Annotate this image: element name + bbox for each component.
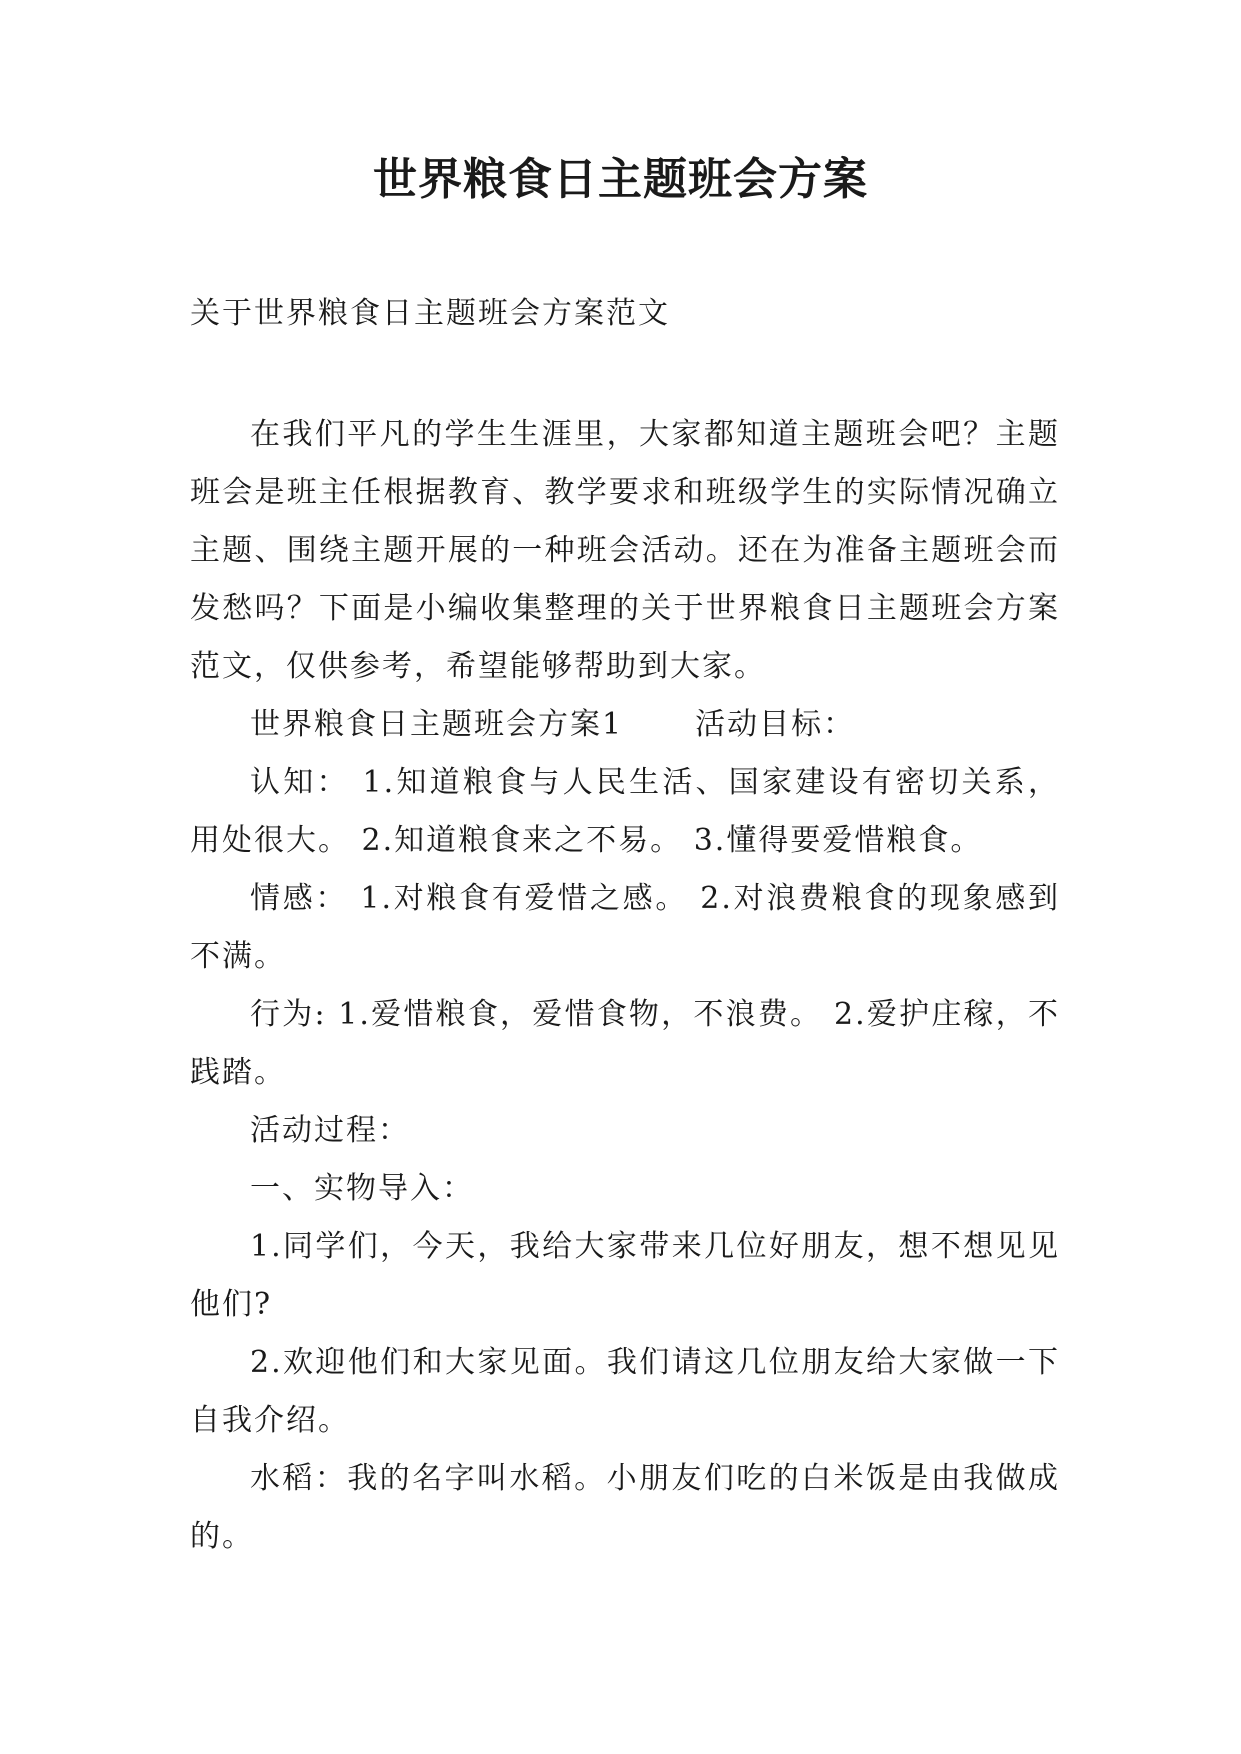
paragraph-behavior: 行为: 1.爱惜粮食，爱惜食物，不浪费。 2.爱护庄稼，不践踏。: [190, 997, 1060, 1090]
paragraph-step2: 2.欢迎他们和大家见面。我们请这几位朋友给大家做一下自我介绍。: [190, 1345, 1060, 1438]
plan1-goal: 活动目标：: [695, 707, 856, 742]
document-title: 世界粮食日主题班会方案: [373, 154, 868, 205]
document-subtitle: 关于世界粮食日主题班会方案范文: [190, 296, 670, 331]
paragraph-section1: 一、实物导入：: [250, 1171, 474, 1206]
document-body: [190, 406, 1060, 1566]
paragraph-process: 活动过程：: [250, 1113, 410, 1148]
paragraph-intro: 在我们平凡的学生生涯里，大家都知道主题班会吧？主题班会是班主任根据教育、教学要求和班级学生的实际情况确立主题、围绕主题开展的一种班会活动。还在为准备主题班会而发愁吗？下面是小编收集整理的关于世界粮食日主题班会方案范文，仅供参考，希望能够帮助到大家。: [190, 417, 1060, 684]
paragraph-rice: 水稻：我的名字叫水稻。小朋友们吃的白米饭是由我做成的。: [190, 1461, 1060, 1554]
plan1-heading: 世界粮食日主题班会方案1: [250, 707, 624, 742]
paragraph-cognition: 认知： 1.知道粮食与人民生活、国家建设有密切关系，用处很大。 2.知道粮食来之不易。 3.懂得要爱惜粮食。: [190, 765, 1060, 858]
paragraph-step1: 1.同学们，今天，我给大家带来几位好朋友，想不想见见他们?: [190, 1229, 1060, 1322]
paragraph-plan1: [190, 696, 1060, 754]
paragraph-emotion: 情感： 1.对粮食有爱惜之感。 2.对浪费粮食的现象感到不满。: [190, 881, 1060, 974]
